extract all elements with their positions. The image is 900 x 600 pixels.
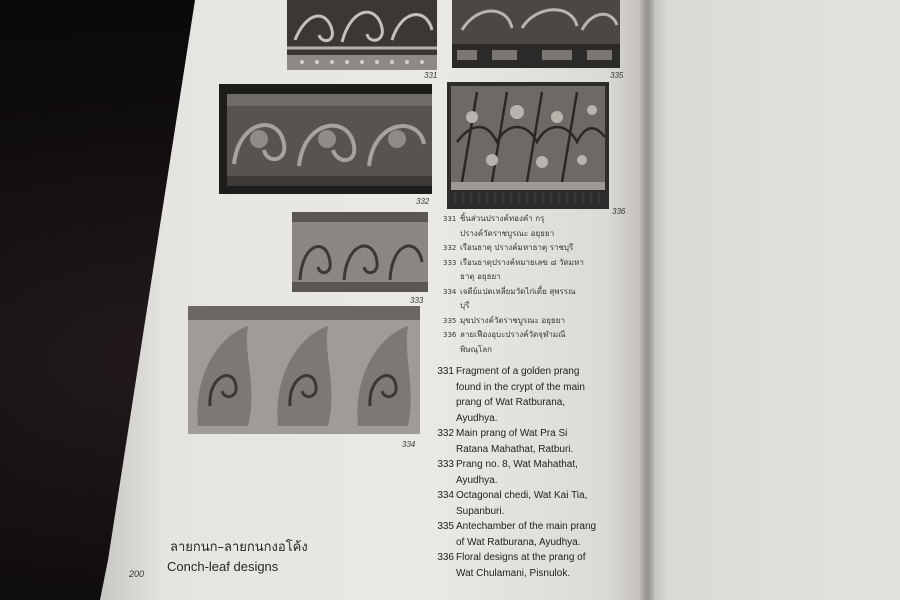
photo-332 [219,84,432,194]
thai-caption-335: 335 มุขปรางค์วัดราชบูรณะ อยุธยา [443,315,565,325]
english-caption-336: 336 Floral designs at the prang of Wat Chulamani, Pisnulok. [437,552,586,579]
figure-number-332: 332 [416,197,430,206]
english-caption-333: 333 Prang no. 8, Wat Mahathat, Ayudhya. [437,459,578,486]
english-caption-335: 335 Antechamber of the main prang of Wat Ratburana, Ayudhya. [437,521,597,548]
thai-caption-331: 331 ชิ้นส่วนปรางค์ทองคำ กรุ ปรางค์วัดราชบูรณะ อยุธยา [443,214,555,238]
section-title-english: Conch-leaf designs [167,559,279,574]
figure-number-331: 331 [424,71,438,80]
thai-caption-334: 334 เจดีย์แปดเหลี่ยมวัดไก่เตี้ย สุพรรณ บุรี [443,286,576,310]
photo-336 [447,82,609,209]
figure-number-336: 336 [612,207,626,216]
photo-334 [188,306,420,434]
figure-number-334: 334 [402,440,416,449]
english-caption-334: 334 Octagonal chedi, Wat Kai Tia, Supanburi. [437,490,588,517]
book-gutter-shadow [640,0,654,600]
figure-number-333: 333 [410,296,424,305]
photo-335 [452,0,620,68]
right-book-page [648,0,900,600]
page-number: 200 [129,569,145,579]
photo-331 [287,0,437,70]
photo-333 [292,212,428,292]
thai-caption-list [443,212,623,357]
english-caption-332: 332 Main prang of Wat Pra Si Ratana Mahathat, Ratburi. [437,428,574,455]
thai-caption-333: 333 เรือนธาตุปรางค์หมายเลข ๘ วัดมหา ธาตุ อยุธยา [443,257,584,281]
thai-caption-332: 332 เรือนธาตุ ปรางค์มหาธาตุ ราชบุรี [443,243,574,252]
section-title-thai: ลายกนก–ลายกนกงอโค้ง [170,540,308,555]
english-caption-331: 331 Fragment of a golden prang found in the crypt of the main prang of Wat Ratburana, Ayudhya. [437,366,585,424]
figure-number-335: 335 [610,71,624,80]
english-caption-list [432,364,642,581]
thai-caption-336: 336 ลายเฟืองอุบะปรางค์วัดจุฬามณี พิษณุโลก [443,330,566,354]
